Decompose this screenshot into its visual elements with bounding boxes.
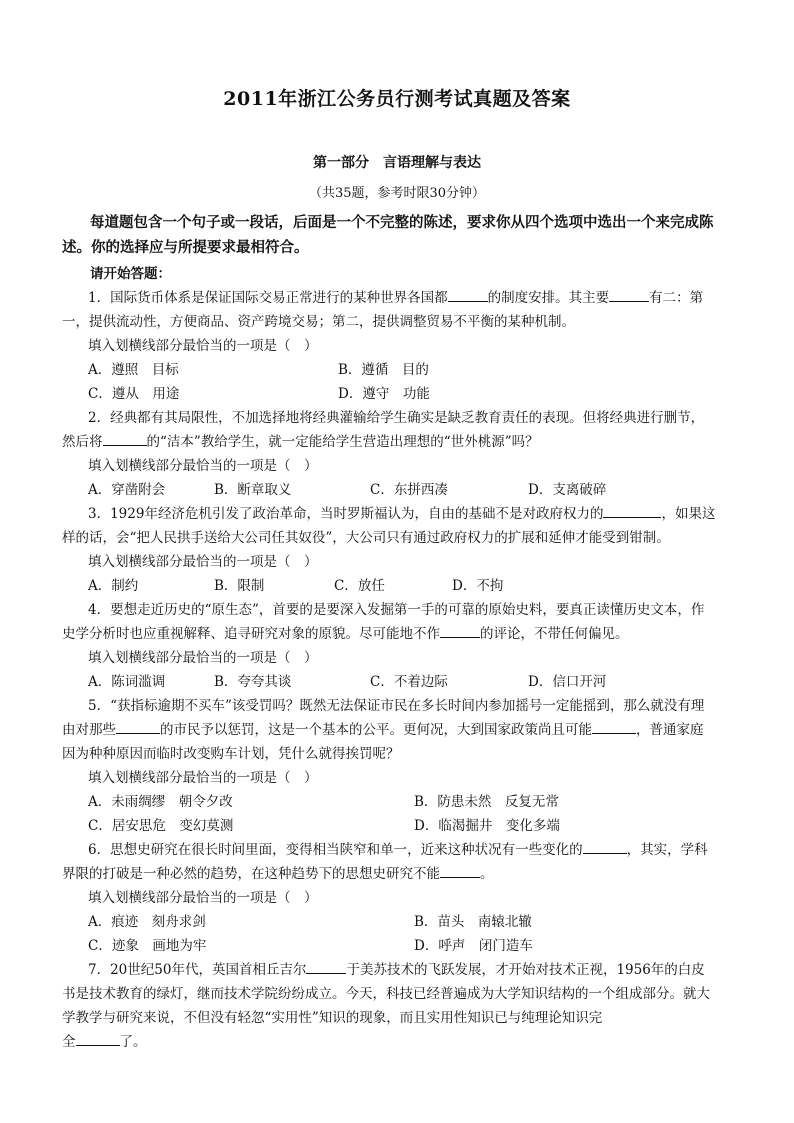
question-prompt: 填入划横线部分最恰当的一项是（ ） xyxy=(88,338,318,354)
question-prompt: 填入划横线部分最恰当的一项是（ ） xyxy=(88,554,318,570)
option-b: B．防患未然 反复无常 xyxy=(414,794,559,810)
text: 然后将 xyxy=(62,434,103,450)
text: 有二：第 xyxy=(649,290,704,306)
text: 于美苏技术的飞跃发展，才开始对技术正视，1956年的白皮 xyxy=(346,962,705,978)
text: ，如果这 xyxy=(661,506,716,522)
question-2-line-2 xyxy=(62,430,734,450)
option-a: A．制约 xyxy=(88,578,139,594)
option-b: B．苗头 南辕北辙 xyxy=(414,914,532,930)
option-a: A．未雨绸缪 朝令夕改 xyxy=(88,794,233,810)
blank xyxy=(103,433,147,446)
option-c: C．东拼西凑 xyxy=(370,482,448,498)
question-5-line-2 xyxy=(62,718,734,738)
document-title: 2011年浙江公务员行测考试真题及答案 xyxy=(223,88,571,110)
option-d: D．信口开河 xyxy=(528,674,607,690)
question-7-line-4 xyxy=(62,1030,734,1050)
text: 6．思想史研究在很长时间里面，变得相当陕窄和单一，近来这种状况有一些变化的 xyxy=(88,842,583,858)
blank xyxy=(76,1033,120,1046)
option-c: C．不着边际 xyxy=(370,674,448,690)
text: 的制度安排。其主要 xyxy=(487,290,610,306)
text: 的市民予以惩罚，这是一个基本的公平。更何况，大到国家政策尚且可能 xyxy=(160,722,592,738)
start-label: 请开始答题： xyxy=(90,266,171,282)
option-c: C．居安思危 变幻莫测 xyxy=(88,818,234,834)
question-7-line-1 xyxy=(88,958,760,978)
option-a: A．痕迹 刻舟求剑 xyxy=(88,914,206,930)
question-5-line-3: 因为种种原因而临时改变购车计划，凭什么就得挨罚呢？ xyxy=(62,746,400,762)
text: 3．1929年经济危机引发了政治革命，当时罗斯福认为，自由的基础不是对政府权力的 xyxy=(88,506,604,522)
text: 全 xyxy=(62,1034,76,1050)
question-4-line-2 xyxy=(62,622,734,642)
text: 史学分析时也应重视解释、追寻研究对象的原貌。尽可能地不作 xyxy=(62,626,440,642)
section-heading xyxy=(0,152,794,172)
text: 。 xyxy=(480,866,494,882)
question-6-line-1 xyxy=(88,838,760,858)
question-5-line-1: 5．“获指标逾期不买车”该受罚吗？既然无法保证市民在多长时间内参加摇号一定能摇到，那么就没有理 xyxy=(88,698,705,714)
question-1-line-1 xyxy=(88,286,760,306)
text: 界限的打破是一种必然的趋势，在这种趋势下的思想史研究不能 xyxy=(62,866,440,882)
option-a: A．遵照 目标 xyxy=(88,362,179,378)
question-prompt: 填入划横线部分最恰当的一项是（ ） xyxy=(88,890,318,906)
blank xyxy=(116,721,160,734)
section-note: （共35题，参考时限30分钟） xyxy=(308,186,486,201)
text: 由对那些 xyxy=(62,722,116,738)
option-c: C．遵从 用途 xyxy=(88,386,180,402)
question-7-line-2: 书是技术教育的绿灯，继而技术学院纷纷成立。今天，科技已经普遍成为大学知识结构的一个组成部分。就大 xyxy=(62,986,710,1002)
blank xyxy=(448,289,488,302)
question-prompt: 填入划横线部分最恰当的一项是（ ） xyxy=(88,458,318,474)
option-b: B．夸夸其谈 xyxy=(214,674,292,690)
text: 的评论，不带任何偏见。 xyxy=(480,626,629,642)
option-d: D．支离破碎 xyxy=(528,482,607,498)
text: 1．国际货币体系是保证国际交易正常进行的某种世界各国都 xyxy=(88,290,448,306)
option-a: A．穿凿附会 xyxy=(88,482,166,498)
section-name: 言语理解与表达 xyxy=(383,155,481,171)
question-3-line-2: 样的话，会“把人民拱手送给大公司任其奴役”，大公司只有通过政府权力的扩展和延伸才能受到钳制。 xyxy=(62,530,670,546)
text: 了。 xyxy=(119,1034,147,1050)
blank xyxy=(440,865,480,878)
text: 7．20世纪50年代，英国首相丘吉尔 xyxy=(88,962,307,978)
question-2-line-1: 2．经典都有其局限性，不加选择地将经典灌输给学生确实是缺乏教育责任的表现。但将经典进行删节， xyxy=(88,410,705,426)
question-6-line-2 xyxy=(62,862,734,882)
question-prompt: 填入划横线部分最恰当的一项是（ ） xyxy=(88,650,318,666)
blank xyxy=(583,841,627,854)
option-b: B．断章取义 xyxy=(214,482,292,498)
blank xyxy=(603,505,661,518)
question-3-line-1 xyxy=(88,502,760,522)
instructions: 每道题包含一个句子或一段话，后面是一个不完整的陈述，要求你从四个选项中选出一个来完成陈述。你的选择应与所提要求最相符合。 xyxy=(62,214,714,256)
text: ，普通家庭 xyxy=(636,722,704,738)
question-1-line-2: 一，提供流动性，方便商品、资产跨境交易；第二，提供调整贸易不平衡的某种机制。 xyxy=(62,314,575,330)
option-c: C．迹象 画地为牢 xyxy=(88,938,207,954)
text: 的“洁本”教给学生，就一定能给学生营造出理想的“世外桃源”吗？ xyxy=(146,434,539,450)
question-7-line-3: 学教学与研究来说，不但没有轻忽“实用性”知识的现象，而且实用性知识已与纯理论知识完 xyxy=(62,1010,603,1026)
blank xyxy=(440,625,480,638)
question-4-line-1: 4．要想走近历史的“原生态”，首要的是要深入发掘第一手的可靠的原始史料，要真正读懂历史文本，作 xyxy=(88,602,705,618)
option-d: D．临渴掘井 变化多端 xyxy=(414,818,560,834)
option-d: D．遵守 功能 xyxy=(338,386,430,402)
question-prompt: 填入划横线部分最恰当的一项是（ ） xyxy=(88,770,318,786)
option-d: D．不拘 xyxy=(452,578,504,594)
blank xyxy=(306,961,346,974)
option-b: B．限制 xyxy=(214,578,265,594)
section-part: 第一部分 xyxy=(313,155,369,171)
option-d: D．呼声 闭门造车 xyxy=(414,938,533,954)
option-c: C．放任 xyxy=(334,578,385,594)
blank xyxy=(609,289,649,302)
blank xyxy=(592,721,636,734)
option-b: B．遵循 目的 xyxy=(338,362,429,378)
text: ，其实，学科 xyxy=(626,842,708,858)
option-a: A．陈词滥调 xyxy=(88,674,166,690)
